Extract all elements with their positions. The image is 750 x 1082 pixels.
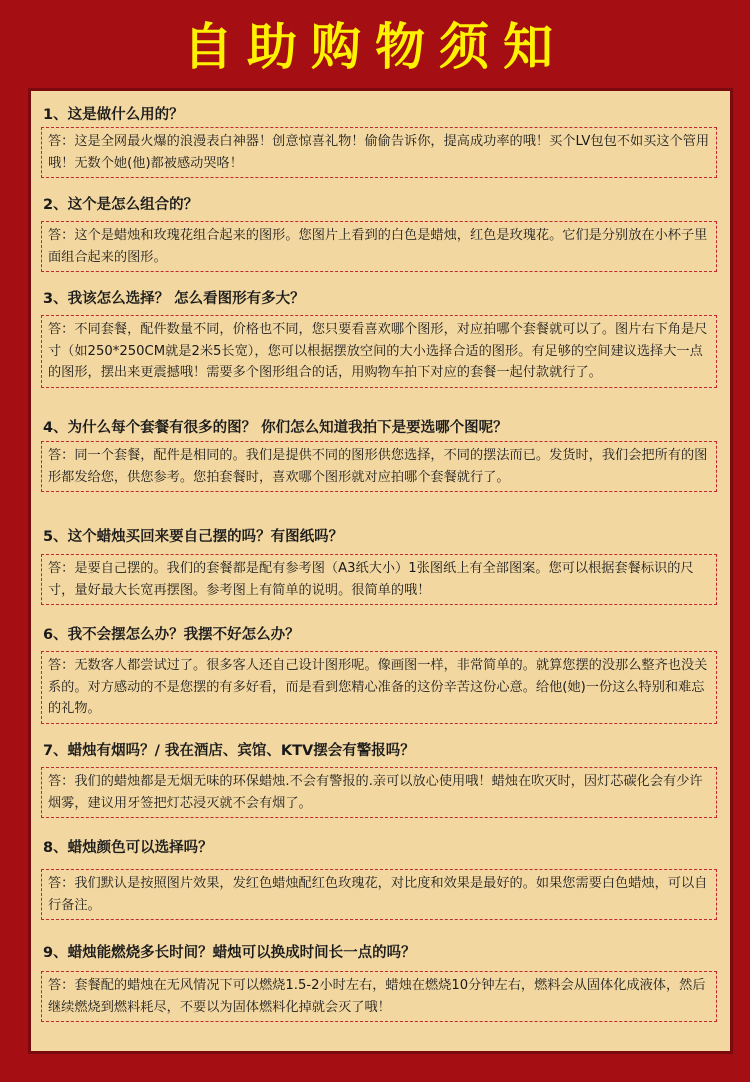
page-title: 自助购物须知 xyxy=(183,18,567,76)
faq-question-9: 9、蜡烛能燃烧多长时间？蜡烛可以换成时间长一点的吗？ xyxy=(43,945,416,961)
faq-answer-6: 答：无数客人都尝试过了。很多客人还自己设计图形呢。像画图一样，非常简单的。就算您摆的没那么整齐也没关系的。对方感动的不是您摆的有多好看，而是看到您精心准备的这份辛苦这份心意。给他(她)一份这么特别和难忘的礼物。 xyxy=(41,651,717,724)
faq-question-6: 6、我不会摆怎么办？我摆不好怎么办？ xyxy=(43,627,300,643)
faq-answer-2: 答：这个是蜡烛和玫瑰花组合起来的图形。您图片上看到的白色是蜡烛，红色是玫瑰花。它们是分别放在小杯子里面组合起来的图形。 xyxy=(41,221,717,272)
faq-answer-9: 答：套餐配的蜡烛在无风情况下可以燃烧1.5-2小时左右，蜡烛在燃烧10分钟左右，燃料会从固体化成液体，然后继续燃烧到燃料耗尽，不要以为固体燃料化掉就会灭了哦！ xyxy=(41,971,717,1022)
faq-question-3: 3、我该怎么选择？ 怎么看图形有多大？ xyxy=(43,291,305,307)
faq-question-1: 1、这是做什么用的？ xyxy=(43,107,184,123)
faq-answer-5: 答：是要自己摆的。我们的套餐都是配有参考图（A3纸大小）1张图纸上有全部图案。您可以根据套餐标识的尺寸，量好最大长宽再摆图。参考图上有简单的说明。很简单的哦！ xyxy=(41,554,717,605)
faq-answer-7: 答：我们的蜡烛都是无烟无味的环保蜡烛.不会有警报的.亲可以放心使用哦！蜡烛在吹灭时，因灯芯碳化会有少许烟雾，建议用牙签把灯芯浸灭就不会有烟了。 xyxy=(41,767,717,818)
faq-question-8: 8、蜡烛颜色可以选择吗？ xyxy=(43,840,213,856)
faq-answer-4: 答：同一个套餐，配件是相同的。我们是提供不同的图形供您选择，不同的摆法而已。发货时，我们会把所有的图形都发给您，供您参考。您拍套餐时，喜欢哪个图形就对应拍哪个套餐就行了。 xyxy=(41,441,717,492)
faq-answer-3: 答：不同套餐，配件数量不同，价格也不同，您只要看喜欢哪个图形，对应拍哪个套餐就可以了。图片右下角是尺寸（如250*250CM就是2米5长宽），您可以根据摆放空间的大小选择合适的图形。有足够的空间建议选择大一点的图形，摆出来更震撼哦！需要多个图形组合的话，用购物车拍下对应的套餐一起付款就行了。 xyxy=(41,315,717,388)
faq-question-5: 5、这个蜡烛买回来要自己摆的吗？有图纸吗？ xyxy=(43,529,344,545)
faq-answer-1: 答：这是全网最火爆的浪漫表白神器！创意惊喜礼物！偷偷告诉你，提高成功率的哦！买个LV包包不如买这个管用哦！无数个她(他)都被感动哭咯！ xyxy=(41,127,717,178)
faq-question-7: 7、蜡烛有烟吗？/ 我在酒店、宾馆、KTV摆会有警报吗？ xyxy=(43,743,415,759)
faq-panel xyxy=(28,88,733,1054)
faq-question-2: 2、这个是怎么组合的？ xyxy=(43,197,199,213)
faq-answer-8: 答：我们默认是按照图片效果，发红色蜡烛配红色玫瑰花，对比度和效果是最好的。如果您需要白色蜡烛，可以自行备注。 xyxy=(41,869,717,920)
faq-question-4: 4、为什么每个套餐有很多的图？ 你们怎么知道我拍下是要选哪个图呢？ xyxy=(43,420,508,436)
